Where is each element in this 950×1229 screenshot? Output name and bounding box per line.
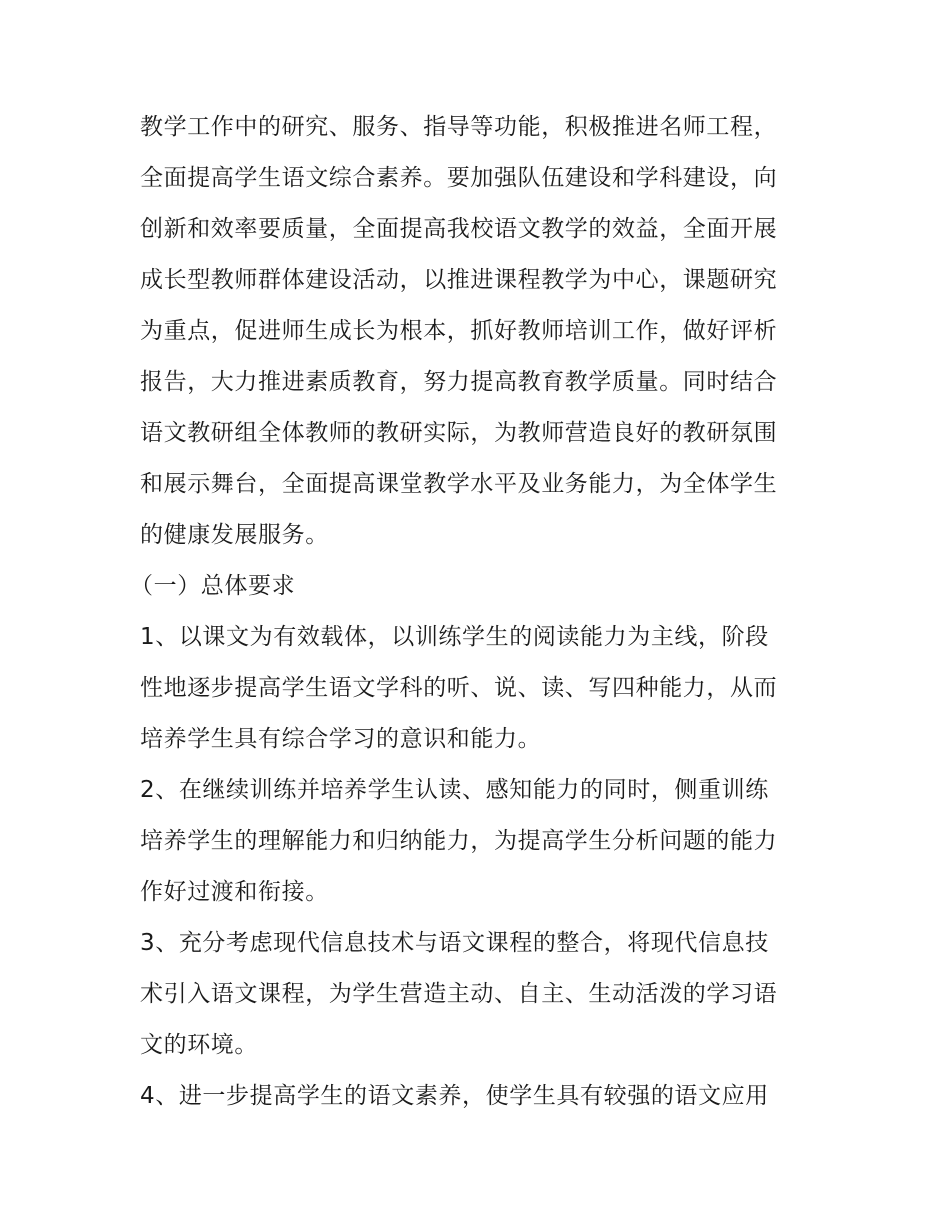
section-heading: （一）总体要求 <box>130 573 296 599</box>
list-item-line: 性地逐步提高学生语文学科的听、说、读、写四种能力，从而 <box>140 675 778 701</box>
text-line: 全面提高学生语文综合素养。要加强队伍建设和学科建设，向 <box>140 165 778 191</box>
text-line: 的健康发展服务。 <box>140 522 329 548</box>
text-line: 语文教研组全体教师的教研实际，为教师营造良好的教研氛围 <box>140 420 778 446</box>
list-item-line: 3、充分考虑现代信息技术与语文课程的整合，将现代信息技 <box>140 930 769 956</box>
list-item-line: 术引入语文课程，为学生营造主动、自主、生动活泼的学习语 <box>140 981 778 1007</box>
list-item-line: 1、以课文为有效载体，以训练学生的阅读能力为主线，阶段 <box>140 624 769 650</box>
text-line: 和展示舞台，全面提高课堂教学水平及业务能力，为全体学生 <box>140 471 778 497</box>
text-line: 为重点，促进师生成长为根本，抓好教师培训工作，做好评析 <box>140 318 778 344</box>
list-item-line: 4、进一步提高学生的语文素养，使学生具有较强的语文应用 <box>140 1083 769 1109</box>
list-item-line: 2、在继续训练并培养学生认读、感知能力的同时，侧重训练 <box>140 777 769 803</box>
text-line: 教学工作中的研究、服务、指导等功能，积极推进名师工程， <box>140 114 778 140</box>
list-item-line: 培养学生的理解能力和归纳能力，为提高学生分析问题的能力 <box>140 828 778 854</box>
list-item-line: 培养学生具有综合学习的意识和能力。 <box>140 726 542 752</box>
text-line: 成长型教师群体建设活动，以推进课程教学为中心，课题研究 <box>140 267 778 293</box>
text-line: 报告，大力推进素质教育，努力提高教育教学质量。同时结合 <box>140 369 778 395</box>
text-line: 创新和效率要质量，全面提高我校语文教学的效益，全面开展 <box>140 216 778 242</box>
list-item-line: 作好过渡和衔接。 <box>140 879 329 905</box>
list-item-line: 文的环境。 <box>140 1032 258 1058</box>
document-body <box>130 102 812 1122</box>
